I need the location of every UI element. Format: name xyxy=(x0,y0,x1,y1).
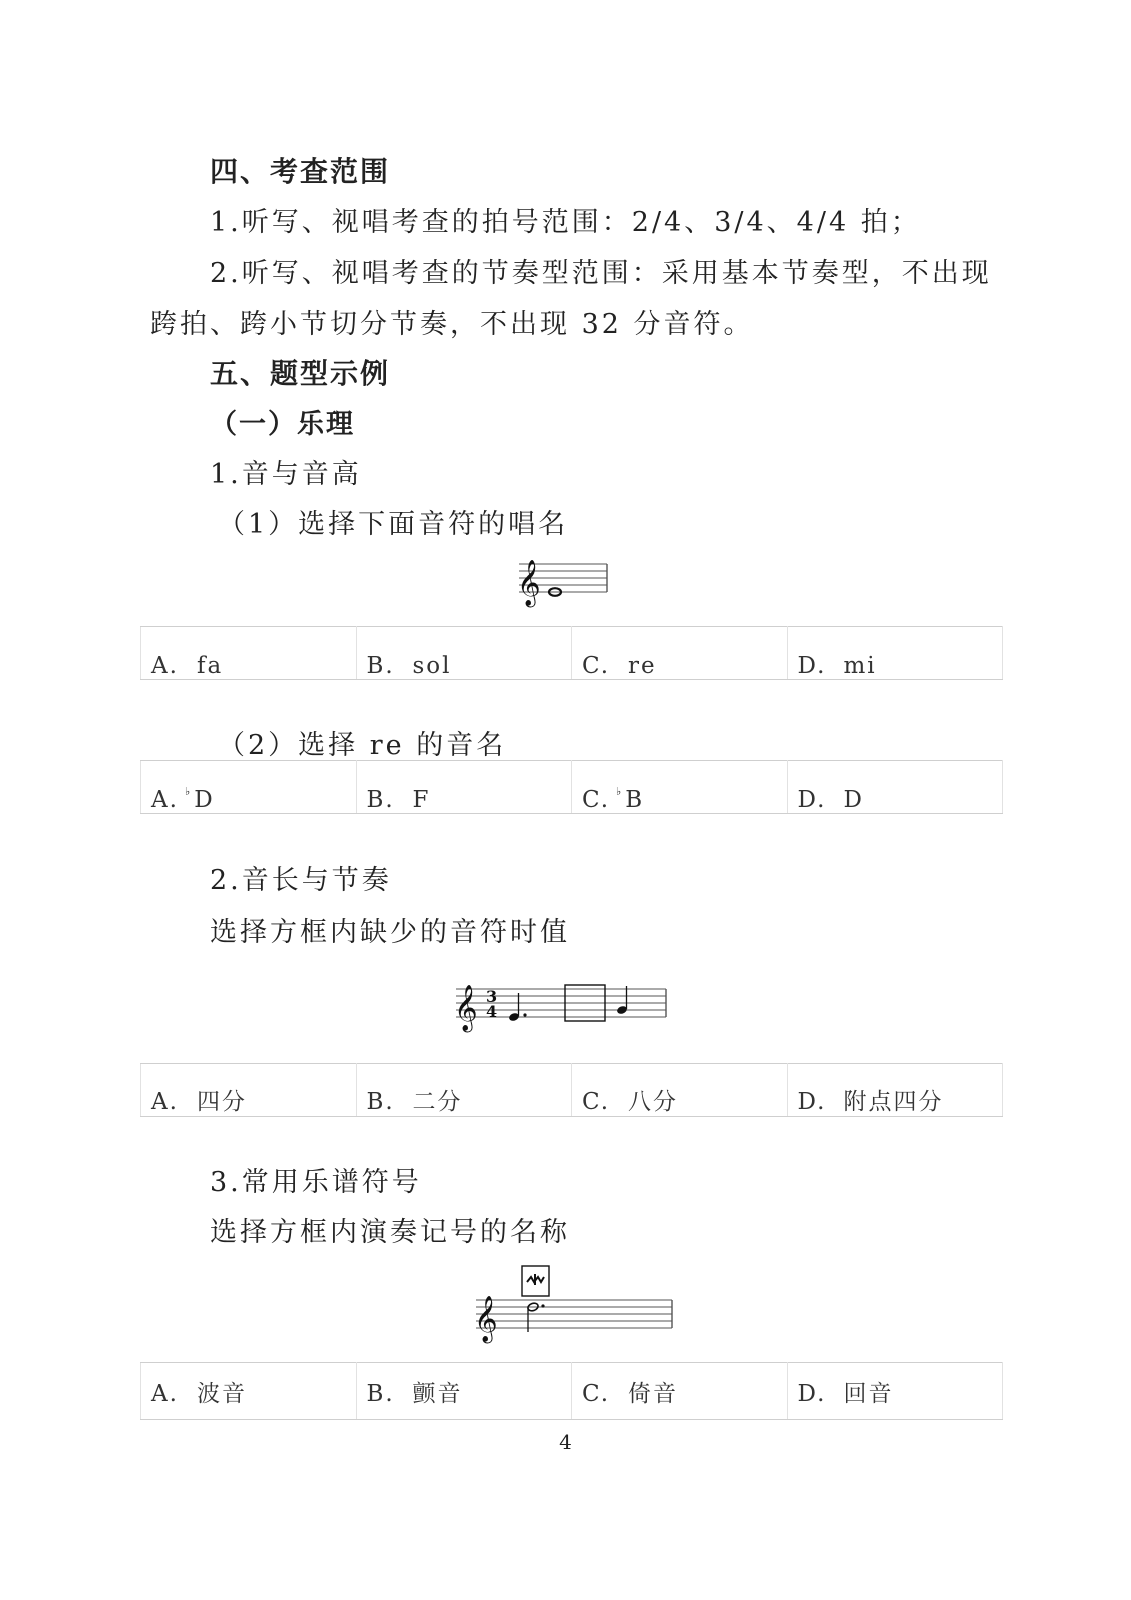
time-signature-bottom: 4 xyxy=(486,1002,498,1021)
flat-icon: ♭ xyxy=(616,785,624,798)
option-d[interactable]: D. D xyxy=(787,761,1003,814)
section-4-paragraph-2-line-2: 跨拍、跨小节切分节奏，不出现 32 分音符。 xyxy=(150,309,754,340)
option-a[interactable]: A. 四分 xyxy=(141,1064,357,1117)
question-1-2-prompt: （2）选择 re 的音名 xyxy=(218,730,507,761)
treble-clef-icon: 𝄞 xyxy=(454,985,478,1031)
section-4-paragraph-1: 1.听写、视唱考查的拍号范围：2/4、3/4、4/4 拍； xyxy=(210,207,921,238)
question-2-prompt: 选择方框内缺少的音符时值 xyxy=(210,917,570,948)
staff-1-notation xyxy=(515,552,615,610)
question-3-prompt: 选择方框内演奏记号的名称 xyxy=(210,1217,570,1248)
option-c[interactable]: C. 八分 xyxy=(572,1064,788,1117)
dotted-quarter-note xyxy=(508,993,527,1022)
option-b[interactable]: B. 二分 xyxy=(356,1064,572,1117)
staff-3-notation xyxy=(472,1262,678,1344)
question-3-title: 3.常用乐谱符号 xyxy=(210,1167,422,1198)
section-5-title: 五、题型示例 xyxy=(210,357,391,390)
staff-2-notation xyxy=(452,975,672,1041)
treble-clef-icon: 𝄞 xyxy=(517,560,541,606)
time-signature-top: 3 xyxy=(486,987,498,1006)
flat-icon: ♭ xyxy=(185,785,193,798)
mordent-icon xyxy=(527,1274,544,1285)
question-1-2-options xyxy=(140,760,1003,814)
question-2-title: 2.音长与节奏 xyxy=(210,865,392,896)
page-number: 4 xyxy=(559,1430,572,1454)
option-b[interactable]: B. sol xyxy=(356,627,572,680)
option-b[interactable]: B. F xyxy=(356,761,572,814)
dotted-half-note xyxy=(527,1302,545,1332)
option-a[interactable]: A. ♭D xyxy=(141,761,357,814)
question-2-options xyxy=(140,1063,1003,1117)
option-c[interactable]: C. 倚音 xyxy=(572,1363,788,1420)
option-d[interactable]: D. mi xyxy=(787,627,1003,680)
option-d[interactable]: D. 附点四分 xyxy=(787,1064,1003,1117)
section-4-title: 四、考查范围 xyxy=(210,155,391,188)
option-a[interactable]: A. 波音 xyxy=(141,1363,357,1420)
option-c[interactable]: C. ♭B xyxy=(572,761,788,814)
section-4-paragraph-2-line-1: 2.听写、视唱考查的节奏型范围：采用基本节奏型，不出现 xyxy=(210,258,992,289)
option-c[interactable]: C. re xyxy=(572,627,788,680)
question-1-1-options xyxy=(140,626,1003,680)
question-1-title: 1.音与音高 xyxy=(210,459,362,490)
question-3-options xyxy=(140,1362,1003,1420)
question-1-1-prompt: （1）选择下面音符的唱名 xyxy=(218,509,569,540)
quarter-note xyxy=(616,986,628,1015)
option-b[interactable]: B. 颤音 xyxy=(356,1363,572,1420)
option-a[interactable]: A. fa xyxy=(141,627,357,680)
option-d[interactable]: D. 回音 xyxy=(787,1363,1003,1420)
subsection-music-theory-title: （一）乐理 xyxy=(210,409,355,440)
treble-clef-icon: 𝄞 xyxy=(474,1296,498,1342)
